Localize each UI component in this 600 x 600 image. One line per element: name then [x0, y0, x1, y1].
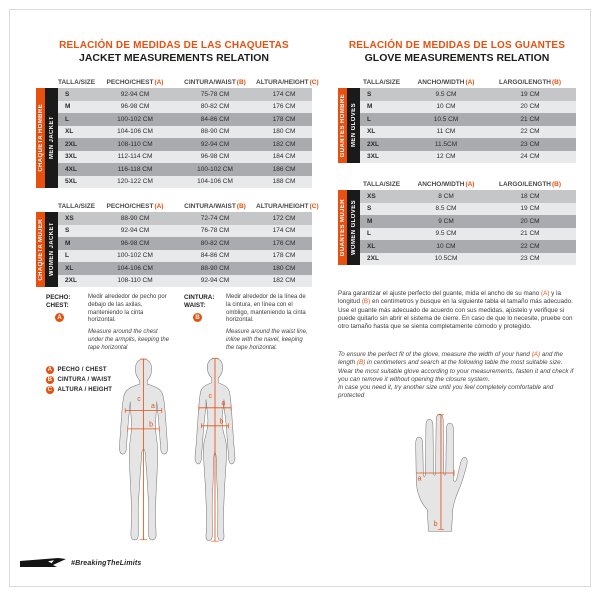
- height-cell: 188 CM: [272, 178, 296, 186]
- label-a: a: [417, 475, 422, 483]
- side-label-english: WOMEN JACKET: [45, 212, 58, 287]
- chest-cell: 108-110 CM: [117, 140, 153, 148]
- female-body-figure: [182, 355, 248, 545]
- width-cell: 12 CM: [436, 153, 456, 161]
- hand-figure-svg: [408, 411, 472, 535]
- table-row: [58, 163, 312, 176]
- chest-cell: 100-102 CM: [117, 252, 153, 260]
- hashtag-slogan: #BreakingTheLimits: [71, 560, 142, 567]
- legend-badge: C: [47, 386, 52, 393]
- table-row: [58, 212, 312, 225]
- column-header: [360, 79, 404, 86]
- length-cell: 23 CM: [520, 255, 540, 263]
- size-cell: XL: [367, 242, 376, 250]
- height-cell: 182 CM: [272, 140, 296, 148]
- table-row: [360, 126, 576, 139]
- glove-fit-paragraph: Use el guante más adecuado de acuerdo con sus medidas, ajústelo y verifique si puede quitarlo sin abrir el sistema de cierre. En caso de que lo necesite, pruebe con otro tamaño hasta que se sienta completamente cómodo y protegido.: [338, 306, 573, 331]
- hand-measurement-diagram: [408, 411, 472, 540]
- legend-badge: A: [47, 366, 52, 373]
- chest-cell: 92-94 CM: [120, 90, 150, 98]
- text-segment: To ensure the perfect fit of the glove, measure the width of your hand: [338, 351, 532, 358]
- column-header: [58, 203, 96, 210]
- column-header-label: ANCHO/WIDTH: [417, 78, 465, 86]
- chest-cell: 100-102 CM: [117, 115, 153, 123]
- chest-cell: 92-94 CM: [120, 227, 150, 235]
- waist-cell: 80-82 CM: [200, 103, 230, 111]
- width-cell: 10 CM: [436, 242, 456, 250]
- legend-item: [46, 386, 112, 394]
- waist-cell: 92-94 CM: [200, 140, 230, 148]
- height-cell: 174 CM: [272, 90, 296, 98]
- label-c: c: [137, 396, 141, 404]
- height-cell: 182 CM: [272, 277, 296, 285]
- size-cell: L: [65, 252, 69, 260]
- column-header-mark: (A): [154, 78, 164, 86]
- chest-cell: 108-110 CM: [117, 277, 153, 285]
- width-cell: 10 CM: [436, 103, 456, 111]
- column-header-label: PECHO/CHEST: [106, 78, 154, 86]
- column-header: [174, 79, 256, 86]
- column-header: [256, 78, 319, 86]
- waist-cell: 88-90 CM: [200, 128, 230, 136]
- chest-text-english: Measure around the chest under the armpits, keeping the tape horizontal: [88, 329, 170, 351]
- size-cell: 2XL: [65, 140, 77, 148]
- column-header: [404, 181, 488, 188]
- width-cell: 9.5 CM: [435, 90, 457, 98]
- width-cell: 9.5 CM: [435, 230, 457, 238]
- size-cell: S: [65, 227, 70, 235]
- text-segment: and the length: [338, 351, 563, 367]
- label-a: a: [151, 403, 155, 411]
- height-cell: 176 CM: [272, 239, 296, 247]
- jackets-title: [36, 40, 312, 64]
- jackets-title-spanish: RELACIÓN DE MEDIDAS DE LAS CHAQUETAS: [59, 40, 289, 51]
- length-cell: 23 CM: [520, 140, 540, 148]
- waist-cell: 92-94 CM: [200, 277, 230, 285]
- column-header: [174, 203, 256, 210]
- size-cell: L: [65, 115, 69, 123]
- waist-cell: 100-102 CM: [197, 165, 233, 173]
- chest-cell: 88-90 CM: [120, 214, 150, 222]
- width-cell: 8 CM: [438, 192, 454, 200]
- size-cell: L: [367, 115, 371, 123]
- legend-badge: B: [47, 376, 52, 383]
- waist-text-english: Measure around the waist line, inline with the navel, keeping the tape horizontal.: [226, 329, 308, 351]
- column-header-label: ALTURA/HEIGHT: [256, 202, 309, 210]
- waist-cell: 72-74 CM: [200, 214, 230, 222]
- table-row: [58, 275, 312, 288]
- size-cell: XL: [65, 128, 74, 136]
- size-cell: 2XL: [367, 255, 379, 263]
- chest-cell: 120-122 CM: [117, 178, 153, 186]
- waist-cell: 88-90 CM: [200, 264, 230, 272]
- size-cell: XL: [367, 128, 376, 136]
- height-cell: 178 CM: [272, 252, 296, 260]
- brand-swoosh-logo: [20, 558, 66, 569]
- size-cell: M: [65, 103, 71, 111]
- table-row: [58, 138, 312, 151]
- size-cell: 3XL: [367, 153, 379, 161]
- table-row: [360, 101, 576, 114]
- label-b: b: [433, 521, 438, 529]
- column-header-label: TALLA/SIZE: [362, 78, 401, 86]
- length-cell: 21 CM: [520, 230, 540, 238]
- waist-cell: 76-78 CM: [200, 227, 230, 235]
- height-cell: 184 CM: [272, 153, 296, 161]
- table-row: [360, 240, 576, 253]
- page-footer: [20, 558, 142, 569]
- chest-cell: 112-114 CM: [117, 153, 153, 161]
- waist-label-spanish: CINTURA:: [184, 294, 215, 301]
- size-cell: S: [65, 90, 70, 98]
- men-jacket-rows: [58, 88, 312, 188]
- waist-cell: 84-86 CM: [200, 115, 230, 123]
- height-cell: 176 CM: [272, 103, 296, 111]
- size-cell: S: [367, 90, 372, 98]
- table-row: [360, 88, 576, 101]
- side-label-spanish: GUANTES HOMBRE: [338, 88, 347, 163]
- column-header-label: TALLA/SIZE: [362, 180, 401, 188]
- legend-item: [46, 366, 112, 374]
- legend-label: CINTURA / WAIST: [57, 376, 112, 383]
- table-row: [58, 262, 312, 275]
- table-row: [360, 215, 576, 228]
- side-label-spanish: CHAQUETA MUJER: [36, 212, 45, 287]
- column-header-mark: (A): [465, 78, 475, 86]
- table-row: [58, 176, 312, 189]
- measurement-legend: [46, 366, 112, 396]
- text-segment: (A): [541, 290, 550, 297]
- height-cell: 174 CM: [272, 227, 296, 235]
- size-cell: XS: [65, 214, 74, 222]
- table-row: [58, 126, 312, 139]
- size-cell: 2XL: [367, 140, 379, 148]
- width-cell: 10.5 CM: [433, 115, 459, 123]
- column-header-mark: (A): [465, 180, 475, 188]
- legend-label: ALTURA / HEIGHT: [57, 386, 113, 393]
- size-cell: 5XL: [65, 178, 77, 186]
- side-label-spanish: GUANTES MUJER: [338, 190, 347, 265]
- width-cell: 10.5CM: [434, 255, 458, 263]
- length-cell: 18 CM: [520, 192, 540, 200]
- column-header-mark: (B): [236, 202, 246, 210]
- column-header-mark: (A): [154, 202, 164, 210]
- glove-fit-paragraph: In case you need it, try another size until you feel completely comfortable and protected: [338, 384, 554, 400]
- text-segment: (B): [356, 359, 366, 367]
- table-header-row: [58, 200, 319, 212]
- width-cell: 11 CM: [436, 128, 456, 136]
- text-segment: en centímetros y busque en la siguiente tabla el tamaño más adecuado.: [370, 298, 573, 306]
- column-header-label: PECHO/CHEST: [106, 202, 154, 210]
- length-cell: 20 CM: [520, 103, 540, 111]
- side-label-english: WOMEN GLOVES: [347, 190, 360, 265]
- size-cell: M: [367, 103, 373, 111]
- column-header-label: CINTURA/WAIST: [184, 78, 236, 86]
- size-cell: 3XL: [65, 153, 77, 161]
- column-header: [96, 203, 174, 210]
- column-header-mark: (C): [309, 78, 319, 86]
- size-cell: L: [367, 230, 371, 238]
- men-jacket-table: [36, 76, 319, 188]
- column-header: [58, 79, 96, 86]
- table-row: [360, 228, 576, 241]
- side-label-english: MEN GLOVES: [347, 88, 360, 163]
- waist-label-english: WAIST:: [184, 302, 206, 310]
- chest-instruction: [46, 294, 172, 353]
- side-label-english: MEN JACKET: [45, 88, 58, 188]
- waist-text-spanish: Medir alrededor de la línea de la cintura, en línea con el ombligo, manteniendo la cinta horizontal.: [226, 294, 306, 324]
- measurement-instructions: [46, 294, 310, 353]
- legend-label: PECHO / CHEST: [57, 366, 107, 373]
- table-row: [360, 190, 576, 203]
- women-gloves-table: [338, 178, 576, 265]
- size-cell: XS: [367, 192, 376, 200]
- men-gloves-table: [338, 76, 576, 163]
- table-row: [58, 225, 312, 238]
- badge-b: B: [193, 313, 202, 322]
- length-cell: 24 CM: [520, 153, 540, 161]
- text-segment: in centimeters and search at the following table the most suitable size. Wear the most suitable glove according to your measurements, fasten it and check if you can remove it without opening the closure system.: [338, 359, 574, 383]
- length-cell: 19 CM: [520, 90, 540, 98]
- table-header-row: [360, 178, 576, 190]
- column-header: [256, 202, 319, 210]
- table-header-row: [58, 76, 319, 88]
- chest-cell: 104-106 CM: [117, 264, 153, 272]
- label-c: c: [208, 392, 213, 401]
- women-jacket-table: [36, 200, 319, 287]
- column-header-label: CINTURA/WAIST: [184, 202, 236, 210]
- size-cell: 2XL: [65, 277, 77, 285]
- column-header-mark: (C): [309, 202, 319, 210]
- label-a: a: [221, 399, 226, 408]
- length-cell: 19 CM: [520, 205, 540, 213]
- column-header-label: TALLA/SIZE: [58, 78, 96, 86]
- table-row: [360, 138, 576, 151]
- legend-item: [46, 376, 112, 384]
- waist-cell: 75-78 CM: [200, 90, 230, 98]
- label-b: b: [149, 421, 154, 429]
- waist-cell: 80-82 CM: [200, 239, 230, 247]
- jackets-title-english: JACKET MEASUREMENTS RELATION: [79, 51, 269, 64]
- chest-cell: 96-98 CM: [120, 103, 150, 111]
- table-row: [58, 101, 312, 114]
- height-cell: 180 CM: [272, 264, 296, 272]
- waist-cell: 104-106 CM: [197, 178, 233, 186]
- column-header: [488, 79, 572, 86]
- badge-a: A: [55, 313, 64, 322]
- women-gloves-rows: [360, 190, 576, 265]
- gloves-title-english: GLOVE MEASUREMENTS RELATION: [364, 51, 550, 64]
- text-segment: (A): [531, 351, 541, 358]
- column-header-mark: (B): [551, 180, 562, 188]
- chest-text-spanish: Medir alrededor de pecho por debajo de las axilas, manteniendo la cinta horizontal.: [88, 294, 167, 324]
- column-header-mark: (B): [551, 78, 562, 86]
- size-cell: S: [367, 205, 372, 213]
- size-cell: XL: [65, 264, 74, 272]
- table-row: [360, 203, 576, 216]
- chest-cell: 116-118 CM: [117, 165, 153, 173]
- chest-cell: 104-106 CM: [117, 128, 153, 136]
- label-b: b: [219, 417, 224, 426]
- column-header-label: ALTURA/HEIGHT: [256, 78, 309, 86]
- chest-label-spanish: PECHO:: [46, 294, 71, 301]
- waist-cell: 84-86 CM: [200, 252, 230, 260]
- gloves-title: [338, 40, 576, 64]
- text-segment: Para garantizar el ajuste perfecto del guante, mida el ancho de su mano: [338, 290, 542, 297]
- table-row: [58, 250, 312, 263]
- column-header-label: LARGO/LENGTH: [498, 180, 551, 188]
- glove-fit-text-spanish: [338, 290, 576, 331]
- size-cell: M: [65, 239, 71, 247]
- side-label-spanish: CHAQUETA HOMBRE: [36, 88, 45, 188]
- table-row: [360, 113, 576, 126]
- gloves-title-spanish: RELACIÓN DE MEDIDAS DE LOS GUANTES: [348, 40, 566, 51]
- table-row: [360, 151, 576, 164]
- glove-fit-paragraph: [338, 290, 576, 307]
- table-row: [58, 113, 312, 126]
- male-body-figure: [112, 355, 175, 545]
- glove-fit-text-english: [338, 351, 576, 401]
- column-header: [96, 79, 174, 86]
- column-header-label: ANCHO/WIDTH: [417, 180, 465, 188]
- height-cell: 172 CM: [272, 214, 296, 222]
- column-header-label: LARGO/LENGTH: [498, 78, 551, 86]
- width-cell: 9 CM: [438, 217, 454, 225]
- chest-label-english: CHEST:: [46, 302, 69, 310]
- women-jacket-rows: [58, 212, 312, 287]
- width-cell: 8.5 CM: [435, 205, 457, 213]
- table-header-row: [360, 76, 576, 88]
- glove-fit-paragraph: [338, 351, 576, 384]
- waist-cell: 96-98 CM: [200, 153, 230, 161]
- table-row: [58, 88, 312, 101]
- table-row: [58, 151, 312, 164]
- men-gloves-rows: [360, 88, 576, 163]
- table-row: [58, 237, 312, 250]
- chest-cell: 96-98 CM: [120, 239, 150, 247]
- text-segment: (B): [361, 298, 371, 306]
- text-segment: y la longitud: [338, 290, 561, 306]
- column-header-label: TALLA/SIZE: [58, 202, 96, 210]
- height-cell: 180 CM: [272, 128, 296, 136]
- body-measurement-diagrams: [112, 355, 248, 545]
- size-cell: M: [367, 217, 373, 225]
- width-cell: 11.5CM: [434, 140, 458, 148]
- column-header-mark: (B): [236, 78, 246, 86]
- length-cell: 22 CM: [520, 128, 540, 136]
- height-cell: 186 CM: [272, 165, 296, 173]
- size-cell: 4XL: [65, 165, 77, 173]
- length-cell: 20 CM: [520, 217, 540, 225]
- table-row: [360, 253, 576, 266]
- length-cell: 21 CM: [520, 115, 540, 123]
- column-header: [404, 79, 488, 86]
- height-cell: 178 CM: [272, 115, 296, 123]
- column-header: [488, 181, 572, 188]
- column-header: [360, 181, 404, 188]
- waist-instruction: [184, 294, 310, 353]
- length-cell: 22 CM: [520, 242, 540, 250]
